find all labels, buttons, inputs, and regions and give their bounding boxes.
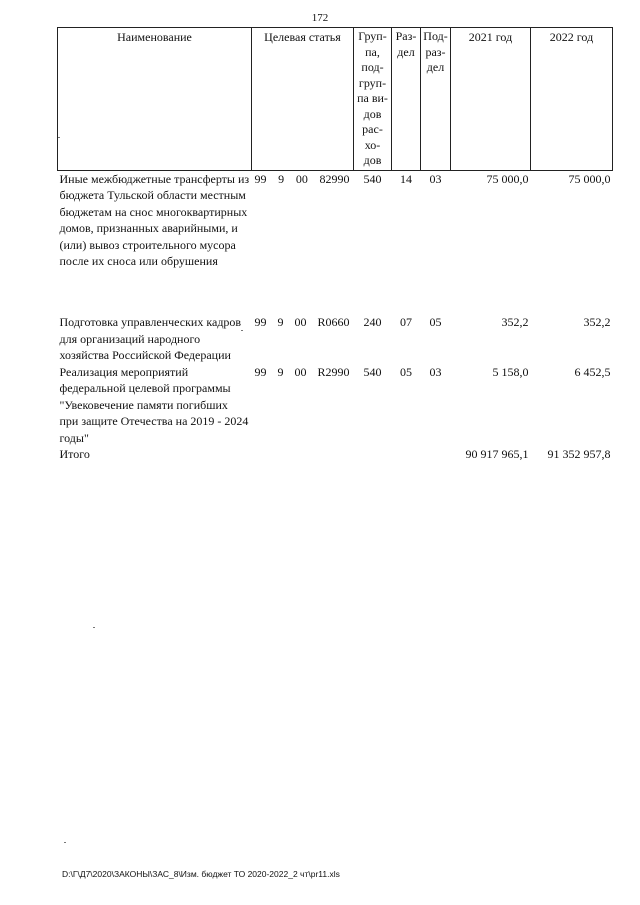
row-group: 540 bbox=[363, 364, 382, 379]
page-number: 172 bbox=[311, 12, 329, 24]
row-section: 05 bbox=[400, 364, 412, 379]
budget-table bbox=[57, 27, 613, 463]
row-name: Иные межбюджетные трансферты из бюджета Тульской области местным бюджетам на снос многоквартирных домов, признанных аварийными, и (или) вывоз строительного мусора после их сноса или обрушения bbox=[59, 171, 250, 268]
header-subsection: Под- раз- дел bbox=[421, 28, 451, 171]
total-row bbox=[58, 446, 613, 463]
row-name: Реализация мероприятий федеральной целевой программы "Увековечение памяти погибших при защите Отечества на 2019 - 2024 годы" bbox=[59, 364, 249, 445]
row-group: 540 bbox=[363, 171, 382, 186]
total-label: Итого bbox=[59, 447, 90, 461]
total-2021: 90 917 965,1 bbox=[465, 447, 529, 461]
total-2022: 91 352 957,8 bbox=[547, 447, 611, 461]
header-2021: 2021 год bbox=[451, 28, 531, 171]
file-path-footer: D:\Г\Д7\2020\ЗАКОНЫ\ЗАС_8\Изм. бюджет ТО 2020-2022_2 чт\pr11.xls bbox=[62, 869, 340, 879]
header-group: Груп- па, под- груп- па ви- дов рас- хо- дов bbox=[354, 28, 392, 171]
header-target-article: Целевая статья bbox=[252, 28, 354, 171]
table-row bbox=[58, 314, 613, 364]
row-name: Подготовка управленческих кадров для организаций народного хозяйства Российской Федерации bbox=[59, 315, 242, 362]
row-group: 240 bbox=[363, 315, 382, 329]
row-target-article: 99 9 00 R0660 bbox=[254, 315, 350, 329]
row-target-article: 99 9 00 R2990 bbox=[254, 364, 350, 379]
table-row bbox=[58, 364, 613, 447]
row-2022: 6 452,5 bbox=[574, 364, 611, 379]
header-section: Раз- дел bbox=[392, 28, 421, 171]
row-section: 07 bbox=[400, 315, 412, 329]
row-2021: 352,2 bbox=[501, 315, 529, 329]
table-row bbox=[58, 170, 613, 314]
row-2021: 5 158,0 bbox=[492, 364, 529, 379]
row-target-article: 99 9 00 82990 bbox=[254, 171, 350, 186]
row-2022: 352,2 bbox=[583, 315, 611, 329]
row-subsection: 03 bbox=[429, 364, 442, 379]
row-subsection: 05 bbox=[429, 315, 442, 329]
header-2022: 2022 год bbox=[531, 28, 613, 171]
row-2022: 75 000,0 bbox=[568, 171, 611, 186]
header-name: Наименование bbox=[58, 28, 252, 171]
row-2021: 75 000,0 bbox=[486, 171, 529, 186]
table-header-row bbox=[58, 28, 613, 171]
row-section: 14 bbox=[400, 171, 412, 186]
row-subsection: 03 bbox=[429, 171, 442, 186]
